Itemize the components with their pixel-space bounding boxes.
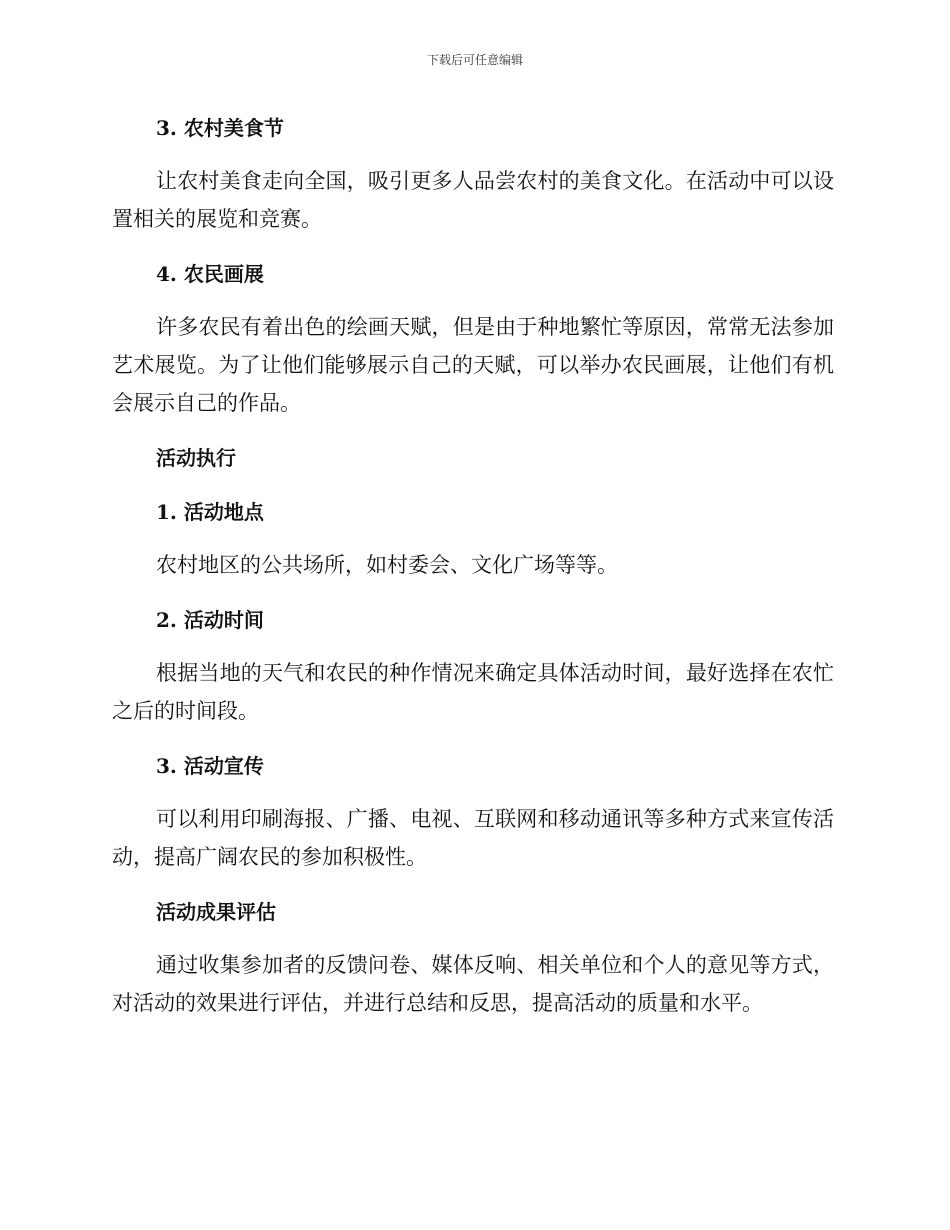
section-heading-painting-exhibition: 4. 农民画展 (156, 262, 264, 286)
paragraph-activity-location: 农村地区的公共场所，如村委会、文化广场等等。 (156, 553, 618, 577)
document-body (112, 108, 834, 1022)
paragraph-activity-time: 根据当地的天气和农民的种作情况来确定具体活动时间，最好选择在农忙之后的时间段。 (112, 661, 834, 723)
paragraph-activity-promotion: 可以利用印刷海报、广播、电视、互联网和移动通讯等多种方式来宣传活动，提高广阔农民的参加积极性。 (112, 807, 834, 869)
section-heading-activity-promotion: 3. 活动宣传 (156, 754, 264, 778)
section-heading-activity-time: 2. 活动时间 (156, 608, 264, 632)
section-heading-activity-location: 1. 活动地点 (156, 500, 264, 524)
section-heading-outcome-evaluation: 活动成果评估 (156, 900, 276, 924)
section-heading-activity-execution: 活动执行 (156, 446, 236, 470)
paragraph-painting-exhibition: 许多农民有着出色的绘画天赋，但是由于种地繁忙等原因，常常无法参加艺术展览。为了让他们能够展示自己的天赋，可以举办农民画展，让他们有机会展示自己的作品。 (112, 315, 834, 415)
page-header-note: 下载后可任意编辑 (426, 53, 523, 67)
paragraph-food-festival: 让农村美食走向全国，吸引更多人品尝农村的美食文化。在活动中可以设置相关的展览和竞赛。 (112, 169, 834, 231)
paragraph-outcome-evaluation: 通过收集参加者的反馈问卷、媒体反响、相关单位和个人的意见等方式，对活动的效果进行评估，并进行总结和反思，提高活动的质量和水平。 (112, 953, 834, 1015)
section-heading-food-festival: 3. 农村美食节 (156, 116, 284, 140)
